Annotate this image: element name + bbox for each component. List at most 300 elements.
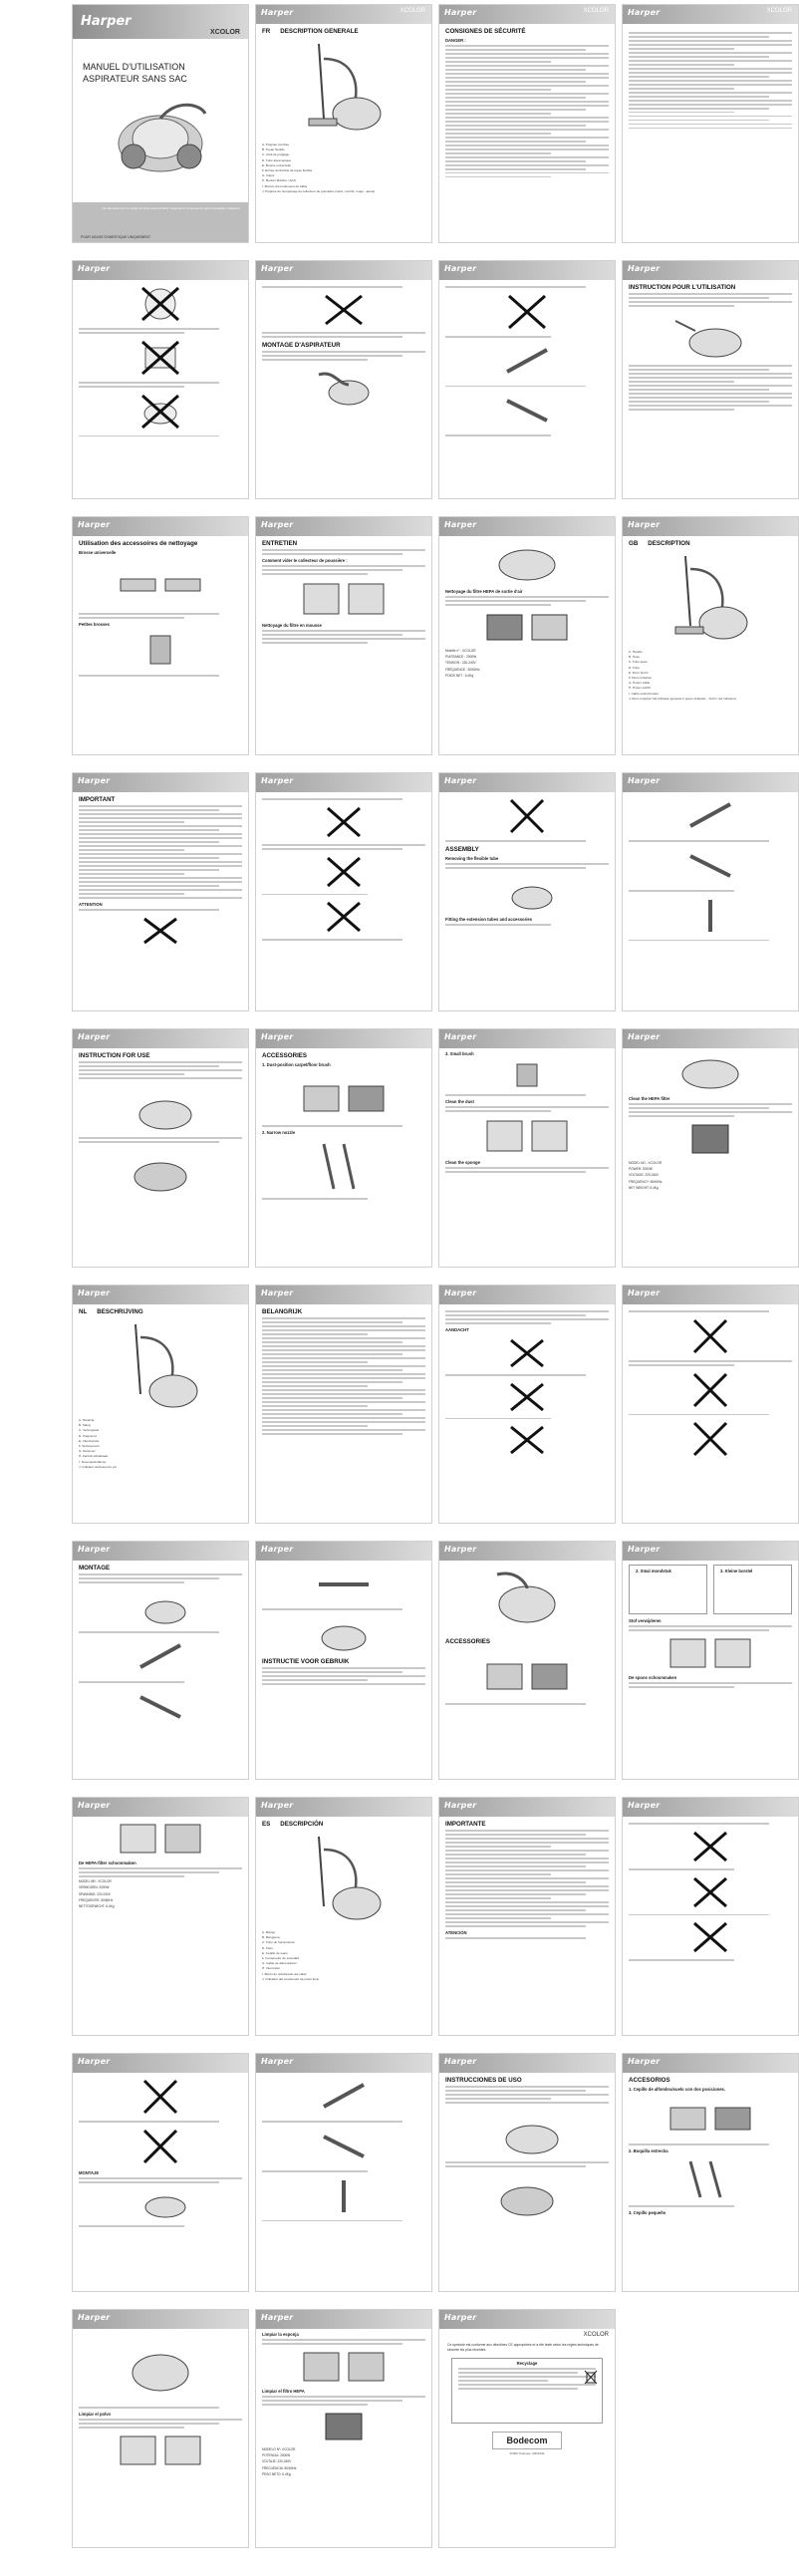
brush2-label: 2. Narrow nozzle [262, 1129, 296, 1135]
page-header [439, 1798, 615, 1817]
part-item: F. Entrée du flexible de tuyau flexible [262, 168, 313, 173]
spec-model: MODEL NR.: XCOLOR [79, 1879, 112, 1884]
warning-icon [680, 1419, 740, 1459]
page-header [73, 1029, 248, 1048]
page-header [73, 1542, 248, 1561]
spec-voltage: SPANNING: 220-240V [79, 1891, 112, 1896]
brand-logo: Harper [628, 1032, 661, 1041]
warning-icon [131, 338, 190, 378]
brand-logo: Harper [444, 520, 477, 529]
hepa-title: De HEPA-filter schoonmaken [79, 1860, 136, 1865]
spec-frequency: FREQUENCY: 50/60Hz [629, 1179, 663, 1184]
cover-footer [73, 202, 248, 242]
cover-footer-text: Lire attentivement ce mode d'emploi avant d'utiliser l'appareil et conservez-le pour consultation ultérieure [102, 206, 240, 210]
spec-weight: NETTOGEWICHT: 6.4Kg [79, 1903, 115, 1908]
part-item: F. Dust container [629, 676, 653, 681]
part-item: E. Vloerborstel [79, 1438, 100, 1443]
clean-sponge-title: Clean the sponge [445, 1159, 480, 1165]
page-fr-assembly-2 [438, 260, 616, 499]
montaje-title: MONTAJE [79, 2169, 100, 2175]
warning-icon [680, 1370, 740, 1410]
collector-illustration [661, 1635, 760, 1671]
warning-icon [131, 392, 190, 431]
brand-logo: Harper [78, 1032, 111, 1041]
tube-illustration [131, 1637, 190, 1677]
page-fr-accessories [72, 516, 249, 755]
spec-model: Modèle n° : XCOLOR [445, 648, 476, 653]
section-title: INSTRUCTION POUR L'UTILISATION [629, 284, 736, 291]
vacuum-illustration [309, 1614, 379, 1654]
warning-icon [497, 796, 557, 836]
part-item: E. Cepillo de suelo [262, 1950, 288, 1955]
spec-voltage: TENSION : 220-240V [445, 661, 476, 666]
part-item: C. Verlengstuk [79, 1428, 100, 1433]
small-brush-label: Petites brosses [79, 621, 110, 627]
page-header [623, 1798, 798, 1817]
brush-label: Brosse universelle [79, 550, 117, 555]
tube-illustration [314, 2127, 374, 2166]
brand-logo: Harper [444, 2057, 477, 2066]
brand-logo: Harper [261, 776, 294, 785]
section-title: CONSIGNES DE SÉCURITÉ [445, 28, 526, 35]
part-item: D. Tube télescopique [262, 157, 292, 162]
warning-icon [314, 899, 374, 935]
page-header [73, 773, 248, 792]
page-fr-safety-2 [622, 4, 799, 243]
clean-dust-title: Clean the dust [445, 1098, 474, 1104]
small-brush-title: 3. Small brush [445, 1051, 474, 1056]
brand-logo: Harper [78, 264, 111, 273]
page-header [73, 1798, 248, 1817]
cover-title-line2: ASPIRATEUR SANS SAC [83, 74, 187, 84]
part-item: C. Outil de jonglage [262, 152, 290, 157]
part-item: J. Dust container full indicator (general in green indicator... Full in red indicator) [629, 696, 736, 701]
title-text: DESCRIPTION GENERALE [280, 28, 359, 35]
brand-logo: Harper [78, 2057, 111, 2066]
vacuum-illustration [121, 1147, 200, 1197]
manual-spread [0, 4, 799, 2576]
hose-illustration [126, 1587, 195, 1627]
title-text: DESCRIPTION [648, 540, 690, 547]
part-item: I. Snoeropwindknop [79, 1459, 107, 1464]
brand-logo: Harper [78, 1801, 111, 1810]
tube-illustration [131, 1687, 190, 1727]
page-gb-warnings [255, 772, 432, 1011]
vacuum-illustration [121, 1083, 200, 1133]
warning-icon [131, 915, 190, 947]
small-brush-illustration [131, 631, 190, 671]
lang-code: NL [79, 1308, 88, 1315]
vacuum-illustration [121, 2333, 200, 2403]
brand-logo: Harper [78, 520, 111, 529]
section-title: IMPORTANTE [445, 1821, 486, 1828]
page-gb-accessories [255, 1028, 432, 1268]
brand-logo: Harper [261, 8, 294, 17]
filter-illustration [680, 1121, 740, 1157]
spec-model: MODEL NO.: XCOLOR [629, 1160, 663, 1165]
title-text: DESCRIPCIÓN [280, 1821, 324, 1828]
attention-label: AANDACHT [445, 1326, 469, 1332]
page-header [439, 2054, 615, 2073]
warning-icon [131, 2077, 190, 2117]
part-item: A. Handvat [79, 1418, 95, 1422]
collector-illustration [111, 2433, 210, 2468]
spec-voltage: VOLTAJE: 220-240V [262, 2459, 292, 2464]
nozzle-illustration [670, 2157, 750, 2201]
page-header [439, 1542, 615, 1561]
spec-power: POWER: 2000W [629, 1167, 653, 1172]
vacuum-diagram [116, 1319, 205, 1414]
filter-illustration [314, 2410, 374, 2443]
section-title: INSTRUCTION FOR USE [79, 1052, 150, 1059]
section-title: BELANGRIJK [262, 1308, 303, 1315]
page-grid [72, 4, 799, 2548]
page-fr-hepa [438, 516, 616, 755]
page-gb-description [622, 516, 799, 755]
attention-label: ATTENTION [79, 901, 103, 907]
brand-logo: Harper [261, 1032, 294, 1041]
page-header [256, 1286, 431, 1304]
warning-icon [497, 1336, 557, 1370]
page-header [623, 1286, 798, 1304]
brand-logo: Harper [261, 1545, 294, 1554]
brand-logo: Harper [261, 264, 294, 273]
section-title: ASSEMBLY [445, 845, 479, 853]
brush3-label: 3. Cepillo pequeño [629, 2209, 666, 2215]
hose-illustration [309, 365, 379, 409]
page-header [256, 2310, 431, 2329]
hepa-title: Clean the HEPA filter [629, 1096, 670, 1101]
part-item: I. Botón de rebobinado del cable [262, 1971, 307, 1976]
brand-logo: Harper [628, 2057, 661, 2066]
page-nl-warnings [622, 1285, 799, 1524]
page-gb-instructions [72, 1028, 249, 1268]
brand-logo: Harper [78, 1545, 111, 1554]
attention-label: ATENCIÓN [445, 1929, 467, 1935]
spec-weight: PESO NETO: 6.4Kg [262, 2471, 291, 2476]
page-nl-montage [72, 1541, 249, 1780]
section-title: ACCESSORIES [445, 1638, 491, 1645]
part-item: H. Aan/uit-schakelaar [79, 1454, 109, 1459]
warning-icon [314, 292, 374, 328]
vacuum-diagram [666, 551, 755, 646]
part-item: F. Contenedor de suciedad [262, 1956, 299, 1961]
vacuum-illustration [487, 2108, 567, 2157]
filter-illustration [487, 540, 567, 585]
spec-weight: POIDS NET : 6.4Kg [445, 673, 474, 678]
page-es-instructions [438, 2053, 616, 2292]
part-item: H. Power switch [629, 686, 652, 691]
title-text: BESCHRIJVING [97, 1308, 143, 1315]
warning-icon [680, 1919, 740, 1955]
page-fr-instructions [622, 260, 799, 499]
page-es-montaje [72, 2053, 249, 2292]
conformity-notice: Ce symbole est conforme aux directives CE appropriées et a été testé selon les règles techniques de sécurité les plus récentes. [447, 2343, 599, 2352]
part-item: B. Hose [629, 655, 641, 660]
foam-title: Nettoyage du filtre en mousse [262, 622, 322, 628]
part-item: J. Indicator stofreservoir vol [79, 1464, 117, 1469]
page-es-cleaning [72, 2309, 249, 2548]
tube-illustration [497, 342, 557, 382]
brand-logo: Harper [444, 1545, 477, 1554]
vacuum-illustration [487, 2171, 567, 2221]
page-cover [72, 4, 249, 243]
filter-illustration [477, 610, 577, 645]
page-header [256, 773, 431, 792]
section-title: Utilisation des accessoires de nettoyage [79, 540, 198, 547]
part-item: D. Tube [629, 665, 640, 670]
brand-logo: Harper [78, 2313, 111, 2322]
page-header [623, 517, 798, 536]
page-header [256, 1029, 431, 1048]
brand-logo: Harper [444, 264, 477, 273]
tube-illustration [314, 2077, 374, 2117]
warning-icon [680, 1874, 740, 1910]
brand-logo: Harper [628, 776, 661, 785]
brush-label: 3. Kleine borstel [720, 1569, 753, 1574]
section-title: IMPORTANT [79, 796, 116, 803]
page-gb-hepa [622, 1028, 799, 1268]
page-header [439, 2310, 615, 2329]
hose-illustration [126, 2187, 195, 2221]
spec-power: VERMOGEN: 2000W [79, 1885, 110, 1890]
brand-logo: Harper [261, 2313, 294, 2322]
spec-frequency: FRECUENCIA: 50/60Hz [262, 2465, 297, 2470]
page-es-important [438, 1797, 616, 2036]
section-title [629, 540, 792, 547]
brand-logo: Harper [628, 520, 661, 529]
page-header [256, 5, 431, 24]
part-item: A. Mango [262, 1930, 276, 1934]
lang-code: ES [262, 1821, 271, 1828]
section-title [262, 1821, 425, 1828]
brand-logo: Harper [444, 776, 477, 785]
part-item: F. Stofreservoir [79, 1444, 100, 1449]
page-fr-maintenance [255, 516, 432, 755]
page-header [256, 261, 431, 280]
brand-logo: Harper [628, 8, 661, 17]
page-nl-instructions [255, 1541, 432, 1780]
brush-illustration [661, 2096, 760, 2140]
warning-icon [314, 804, 374, 840]
tube-illustration [680, 846, 740, 886]
page-fr-safety [438, 4, 616, 243]
hepa-title: Nettoyage du filtre HEPA de sortie d'air [445, 589, 523, 594]
page-nl-important [255, 1285, 432, 1524]
page-gb-important [72, 772, 249, 1011]
part-item: G. Capot [262, 173, 275, 178]
cover-title [83, 61, 238, 85]
tube-illustration [314, 2176, 374, 2216]
part-item: I. Cable rewind button [629, 691, 660, 696]
brand-logo: Harper [628, 1801, 661, 1810]
warning-icon [497, 1380, 557, 1414]
page-header [623, 1029, 798, 1048]
lang-code: GB [629, 540, 639, 547]
part-item: C. Tubo de herramienta [262, 1940, 295, 1945]
brush1-label: 1. Dust-position carpet/floor brush [262, 1062, 331, 1067]
collector-title: Comment vider le collecteur de poussière : [262, 557, 348, 563]
page-header [623, 2054, 798, 2073]
stof-title: Stof verwijderen [629, 1618, 662, 1623]
filter-illustration [670, 1052, 750, 1092]
nozzle-label: 2. Smal mondstuk [636, 1569, 671, 1574]
page-header [73, 1286, 248, 1304]
danger-label: DANGER : [445, 38, 466, 43]
tube-illustration [680, 796, 740, 836]
part-item: J. Indicador del contenedor de polvo lleno [262, 1976, 320, 1981]
page-gb-assembly [438, 772, 616, 1011]
hose-illustration [492, 873, 562, 913]
part-item: C. Tube lower [629, 660, 649, 665]
bin-icon [584, 2369, 598, 2385]
spec-power: POTENCIA: 2000W [262, 2453, 291, 2458]
brush-illustration [294, 1071, 394, 1121]
warning-icon [314, 854, 374, 890]
tube-illustration [309, 1565, 379, 1604]
spec-weight: NET WEIGHT: 6.4Kg [629, 1185, 659, 1190]
collector-illustration [294, 579, 394, 619]
page-es-description [255, 1797, 432, 2036]
section-title: MONTAGE [79, 1565, 111, 1572]
warning-icon [497, 292, 557, 332]
filter-illustration [111, 1821, 210, 1857]
vacuum-illustration [106, 89, 215, 178]
part-item: E. Brosse universelle [262, 162, 292, 167]
part-item: H. Interruptor [262, 1966, 281, 1971]
recycling-title: Recyclage [516, 2361, 538, 2367]
warning-icon [497, 1423, 557, 1457]
spec-frequency: FREQUENTIE: 50/60Hz [79, 1897, 114, 1902]
distributor-address: 31000 Toulouse, FRANCE [509, 2451, 545, 2456]
part-item: D. Zuigmond [79, 1433, 97, 1438]
page-header [256, 1542, 431, 1561]
cover-title-line1: MANUEL D'UTILISATION [83, 62, 185, 72]
page-header [256, 517, 431, 536]
collector-illustration [477, 1116, 577, 1156]
cover-footer-note: POUR USAGE DOMESTIQUE UNIQUEMENT [81, 235, 151, 239]
section-title: ACCESSORIES [262, 1052, 308, 1059]
vacuum-illustration [487, 1565, 567, 1634]
part-item: H. Bouton Marche / Arrêt [262, 178, 297, 183]
part-item: G. Power cable [629, 681, 651, 686]
page-header [256, 2054, 431, 2073]
brand-logo: Harper [261, 1288, 294, 1297]
brush-box [713, 1565, 792, 1614]
page-header [256, 1798, 431, 1817]
page-es-warnings [622, 1797, 799, 2036]
page-back-cover [438, 2309, 616, 2548]
page-gb-fitting [622, 772, 799, 1011]
section-title [262, 28, 425, 35]
part-item: I. Bouton d'enroulement du câble [262, 183, 308, 188]
nozzle-illustration [304, 1139, 384, 1194]
section-title: MONTAGE D'ASPIRATEUR [262, 341, 341, 349]
part-item: B. Slang [79, 1423, 91, 1428]
page-header [623, 773, 798, 792]
page-header [439, 773, 615, 792]
warning-icon [131, 2127, 190, 2166]
page-header [439, 261, 615, 280]
vacuum-diagram [299, 1832, 389, 1926]
back-model: XCOLOR [583, 2332, 609, 2338]
brand-logo: Harper [628, 1545, 661, 1554]
brush1-label: 1. Cepillo de alfombra/suelo con dos posiciones. [629, 2087, 726, 2092]
brand-logo: Harper [261, 1801, 294, 1810]
part-item: A. Handle [629, 650, 643, 654]
brand-logo: Harper [261, 2057, 294, 2066]
header-model: XCOLOR [400, 8, 425, 14]
page-header [439, 1286, 615, 1304]
page-header [73, 2310, 248, 2329]
brand-logo: Harper [444, 1032, 477, 1041]
page-es-fitting [255, 2053, 432, 2292]
distributor-logo: Bodecom [492, 2432, 562, 2449]
page-header [623, 261, 798, 280]
page-header [439, 517, 615, 536]
brush-illustration [111, 559, 210, 609]
page-gb-cleaning [438, 1028, 616, 1268]
part-item: E. Floor brush [629, 670, 649, 675]
brand-logo: Harper [444, 2313, 477, 2322]
warning-icon [680, 1316, 740, 1356]
polvo-title: Limpiar el polvo [79, 2411, 112, 2417]
brand-logo: Harper [81, 14, 132, 29]
sponge-illustration [294, 2349, 394, 2385]
page-header [623, 1542, 798, 1561]
spec-model: MODELO Nº: XCOLOR [262, 2446, 296, 2451]
fitting-title: Fitting the extension tubes and accessories [445, 916, 533, 922]
hepa-title: Limpiar el filtro HEPA [262, 2388, 305, 2394]
recycling-box [451, 2358, 603, 2424]
section-title: ACCESORIOS [629, 2077, 670, 2084]
brand-logo: Harper [444, 1801, 477, 1810]
brush-illustration [477, 1649, 577, 1699]
spec-voltage: VOLTAGE: 220-240V [629, 1173, 660, 1178]
tube-illustration [680, 896, 740, 936]
spons-title: De spons schoonmaken [629, 1674, 677, 1680]
brand-logo: Harper [78, 776, 111, 785]
part-item: J. Poignée de récupérage du collecteur de poussière (carré, contrôl, rouge - jaune) [262, 188, 376, 193]
brush2-label: 2. Boquilla estrecha [629, 2147, 668, 2153]
brand-logo: Harper [261, 520, 294, 529]
page-header [623, 5, 798, 24]
section-title: INSTRUCTIE VOOR GEBRUIK [262, 1657, 350, 1665]
page-nl-description [72, 1285, 249, 1524]
page-es-filters [255, 2309, 432, 2548]
page-nl-cleaning [622, 1541, 799, 1780]
page-es-accessories [622, 2053, 799, 2292]
removing-title: Removing the flexible tube [445, 855, 499, 861]
spec-power: PUISSANCE : 2000W [445, 655, 477, 660]
small-brush-illustration [497, 1060, 557, 1090]
section-title [79, 1308, 242, 1315]
plug-illustration [670, 311, 750, 361]
section-title: INSTRUCCIONES DE USO [445, 2077, 522, 2084]
page-header [73, 261, 248, 280]
brand-logo: Harper [444, 8, 477, 17]
page-nl-accessories [438, 1541, 616, 1780]
page-nl-attention [438, 1285, 616, 1524]
part-item: A. Poignée courbée [262, 143, 290, 146]
page-header [439, 5, 615, 24]
cover-model: XCOLOR [210, 29, 240, 36]
lang-code: FR [262, 28, 271, 35]
page-header [73, 517, 248, 536]
part-item: B. Manguera [262, 1935, 280, 1940]
header-model: XCOLOR [583, 8, 609, 14]
part-item: G. Cable de alimentación [262, 1961, 297, 1966]
